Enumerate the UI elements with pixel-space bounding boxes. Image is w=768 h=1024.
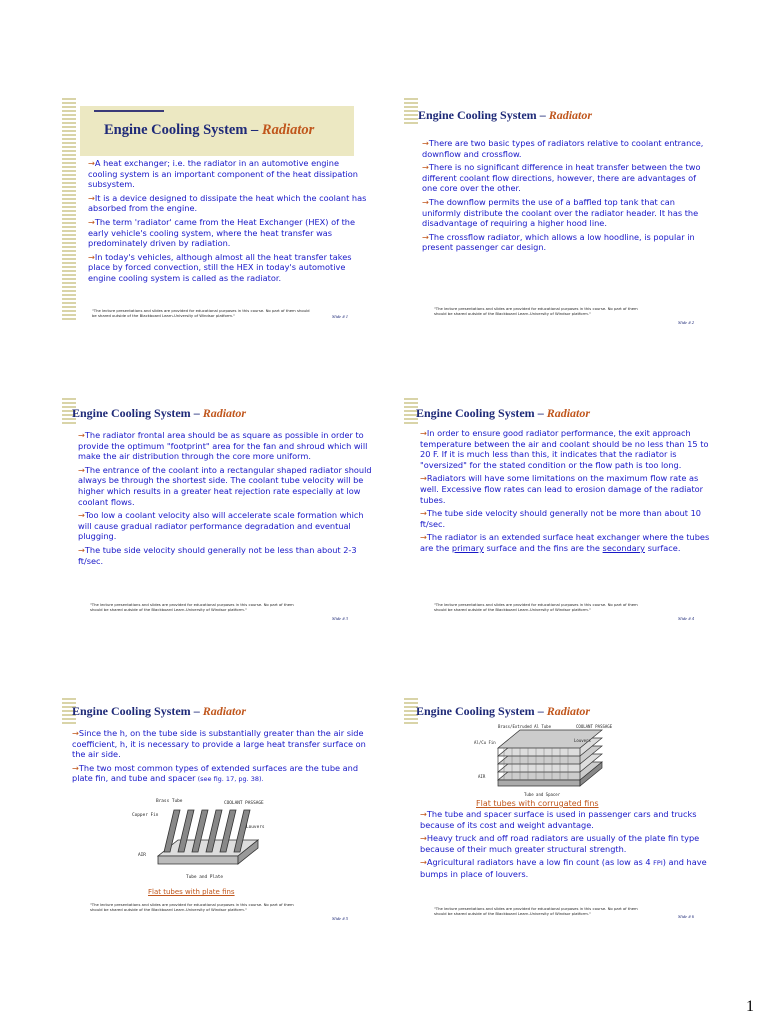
title-sub: Radiator [261, 122, 315, 138]
slide-3 [62, 398, 384, 620]
bullet: →The crossflow radiator, which allows a low hoodline, is popular in present passenger car design. [422, 231, 695, 253]
arrow-icon: → [72, 728, 79, 738]
title-sep: – [247, 122, 262, 138]
arrow-icon: → [72, 762, 79, 773]
slide-stripe-decoration [404, 98, 418, 124]
slide-body [78, 430, 374, 569]
arrow-icon: → [420, 508, 427, 519]
arrow-icon: → [78, 544, 85, 555]
slide-1 [62, 98, 384, 320]
arrow-icon: → [420, 532, 427, 543]
slide-body [420, 809, 716, 883]
disclaimer: "The lecture presentations and slides are provided for educational purposes in this course. No part of them should be shared outside of the Blackboard Learn-University of Windsor platform." [434, 306, 638, 316]
bullet: →A heat exchanger; i.e. the radiator in an automotive engine cooling system is an important component of the heat dissipation subsystem. [88, 158, 358, 190]
disclaimer: "The lecture presentations and slides are provided for educational purposes in this course. No part of them should be shared outside of the Blackboard Learn-University of Windsor platform." [90, 602, 294, 612]
slide-title: Engine Cooling System – Radiator [416, 704, 591, 718]
tube-spacer-fin-figure [468, 722, 632, 798]
slide-number: Slide # 3 [332, 616, 349, 621]
slide-body [422, 138, 712, 256]
disclaimer: "The lecture presentations and slides are provided for educational purposes in this course. No part of them should be shared outside of the Blackboard Learn-University of Windsor platform." [434, 602, 638, 612]
bullet: →Heavy truck and off road radiators are usually of the plate fin type because of their much greater structural strength. [420, 833, 700, 854]
label-air: AIR [138, 853, 146, 858]
arrow-icon: → [78, 464, 85, 475]
bullet: →The tube side velocity should generally not be more than about 10 ft/sec. [420, 508, 702, 529]
label-louvers: Louvers [574, 738, 591, 743]
bullet: →The tube side velocity should generally not be less than about 2-3 ft/sec. [78, 544, 357, 566]
figure-caption: Flat tubes with plate fins [148, 888, 235, 896]
bullet: →In order to ensure good radiator performance, the exit approach temperature between the air and coolant should be no less than 15 to 20 F. If it is much less than this, it indicates that the radiator is "oversized" for the stated condition or the flow path is too long. [420, 428, 709, 470]
label-coolant-passage: COOLANT PASSAGE [576, 724, 613, 729]
bullet: →In today's vehicles, although almost all the heat transfer takes place by forced convection, still the HEX in today's automotive engine cooling system is called as the radiator. [88, 251, 352, 283]
slide-number: Slide # 2 [678, 320, 695, 325]
slide-4 [404, 398, 726, 620]
bullet: →Too low a coolant velocity also will accelerate scale formation which will cause gradual radiator performance degradation and eventual plugging. [78, 510, 364, 542]
arrow-icon: → [422, 196, 429, 207]
slide-title: Engine Cooling System – Radiator [418, 108, 593, 122]
bullet: →The downflow permits the use of a baffled top tank that can uniformly distribute the coolant over the radiator header. It has the disadvantage of requiring a higher hood line. [422, 196, 699, 229]
bullet: →It is a device designed to dissipate the heat which the coolant has absorbed from the engine. [88, 192, 367, 214]
tube-plate-fin-figure [128, 794, 284, 886]
bullet: →Since the h, on the tube side is substantially greater than the air side coefficient, h, it is necessary to provide a large heat transfer surface on the air side. [72, 728, 366, 760]
arrow-icon: → [88, 251, 95, 262]
bullet: →There is no significant difference in heat transfer between the two different coolant flow directions, however, there are advantages of one core over the other. [422, 162, 701, 194]
bullet: →The entrance of the coolant into a rectangular shaped radiator should always be through the shortest side. The coolant tube velocity will be higher which results in a greater heat rejection rate especially at low coolant flows. [78, 464, 372, 507]
arrow-icon: → [422, 162, 429, 173]
arrow-icon: → [78, 430, 85, 440]
slide-title: Engine Cooling System – Radiator [72, 406, 247, 420]
label-tube-and-plate: Tube and Plate [186, 875, 224, 880]
slide-body [88, 158, 368, 287]
bullet: →There are two basic types of radiators relative to coolant entrance, downflow and crossflow. [422, 138, 704, 159]
title-main: Engine Cooling System [104, 122, 248, 138]
disclaimer: "The lecture presentations and slides are provided for educational purposes in this course. No part of them should be shared outside of the Blackboard Learn-University of Windsor platform." [90, 902, 294, 912]
arrow-icon: → [88, 192, 95, 203]
slide-number: Slide # 1 [332, 314, 349, 319]
arrow-icon: → [420, 809, 427, 819]
bullet: →The two most common types of extended surfaces are the tube and plate fin, and tube and spacer (see fig. 17, pg. 38). [72, 762, 359, 784]
label-tube-and-spacer: Tube and Spacer [524, 792, 561, 797]
slide-title [104, 122, 314, 139]
bullet: →The term 'radiator' came from the Heat Exchanger (HEX) of the early vehicle's cooling system, where the heat transfer was predominately driven by radiation. [88, 216, 356, 249]
slide-number: Slide # 5 [332, 916, 349, 921]
bullet: →Agricultural radiators have a low fin count (as low as 4 FPI) and have bumps in place of louvers. [420, 857, 707, 879]
label-brass-tube: Brass Tube [156, 799, 183, 804]
disclaimer: "The lecture presentations and slides are provided for educational purposes in this course. No part of them should be shared outside of the Blackboard Learn-University of Windsor platform." [434, 906, 638, 916]
slide-6 [404, 698, 726, 920]
disclaimer: "The lecture presentations and slides are provided for educational purposes in this course. No part of them should be shared outside of the Blackboard Learn-University of Windsor platform." [92, 308, 310, 318]
slide-body [72, 728, 374, 788]
slide-2 [404, 98, 726, 325]
label-copper-fin: Copper Fin [132, 813, 159, 818]
slide-stripe-decoration [62, 98, 76, 320]
arrow-icon: → [88, 216, 95, 227]
label-coolant-passage: COOLANT PASSAGE [224, 801, 264, 806]
arrow-icon: → [420, 473, 427, 484]
arrow-icon: → [420, 833, 427, 844]
label-al-fin: Al/Cu Fin [474, 740, 496, 745]
slide-body [420, 428, 716, 557]
arrow-icon: → [88, 158, 95, 168]
arrow-icon: → [420, 428, 427, 438]
bullet: →Radiators will have some limitations on the maximum flow rate as well. Excessive flow rates can lead to erosion damage of the radiator tubes. [420, 473, 704, 505]
arrow-icon: → [422, 231, 429, 242]
bullet: →The tube and spacer surface is used in passenger cars and trucks because of its cost and weight advantage. [420, 809, 697, 830]
figure-caption: Flat tubes with corrugated fins [476, 799, 599, 808]
label-brass-tube: Brass/Extruded Al Tube [498, 724, 551, 729]
slide-title: Engine Cooling System – Radiator [416, 406, 591, 420]
slide-number: Slide # 4 [678, 616, 695, 621]
label-air: AIR [478, 774, 486, 779]
slide-number: Slide # 6 [678, 914, 695, 919]
bullet: →The radiator is an extended surface heat exchanger where the tubes are the primary surface and the fins are the secondary surface. [420, 532, 710, 553]
slide-5 [62, 698, 384, 920]
arrow-icon: → [78, 510, 85, 521]
page-number: 1 [746, 998, 754, 1015]
slide-title: Engine Cooling System – Radiator [72, 704, 247, 718]
bullet: →The radiator frontal area should be as square as possible in order to provide the optimum "footprint" area for the fan and shroud which will make the air distribution through the core more uniform. [78, 430, 368, 462]
arrow-icon: → [422, 138, 429, 148]
label-louvers: Louvers [246, 825, 265, 830]
arrow-icon: → [420, 857, 427, 868]
header-rule [94, 110, 164, 112]
